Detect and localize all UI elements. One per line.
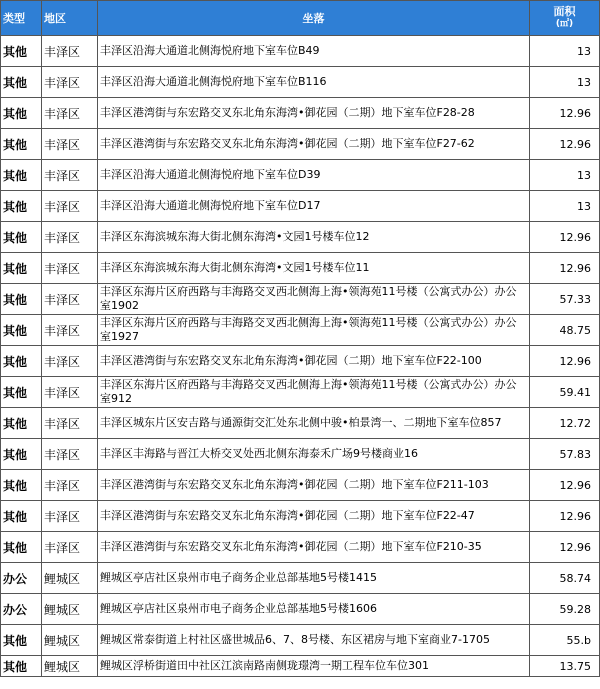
table-body bbox=[1, 36, 600, 677]
cell-district: 丰泽区 bbox=[42, 408, 98, 439]
cell-district: 丰泽区 bbox=[42, 377, 98, 408]
cell-district: 丰泽区 bbox=[42, 222, 98, 253]
cell-type: 办公 bbox=[1, 563, 42, 594]
cell-area: 12.96 bbox=[530, 470, 600, 501]
cell-area: 13 bbox=[530, 67, 600, 98]
cell-location: 丰泽区港湾街与东宏路交叉东北角东海湾•御花园（二期）地下室车位F211-103 bbox=[98, 470, 530, 501]
column-header-location: 坐落 bbox=[98, 1, 530, 36]
cell-type: 其他 bbox=[1, 160, 42, 191]
cell-type: 其他 bbox=[1, 377, 42, 408]
table-row bbox=[1, 67, 600, 98]
cell-type: 其他 bbox=[1, 439, 42, 470]
cell-district: 鲤城区 bbox=[42, 656, 98, 677]
cell-district: 丰泽区 bbox=[42, 129, 98, 160]
cell-location: 丰泽区港湾街与东宏路交叉东北角东海湾•御花园（二期）地下室车位F22-47 bbox=[98, 501, 530, 532]
table-row bbox=[1, 129, 600, 160]
cell-location: 丰泽区港湾街与东宏路交叉东北角东海湾•御花园（二期）地下室车位F28-28 bbox=[98, 98, 530, 129]
table-row bbox=[1, 160, 600, 191]
cell-location: 鲤城区浮桥街道田中社区江滨南路南侧珑璟湾一期工程车位车位301 bbox=[98, 656, 530, 677]
cell-type: 其他 bbox=[1, 36, 42, 67]
cell-area: 13.75 bbox=[530, 656, 600, 677]
table-row bbox=[1, 408, 600, 439]
table-row bbox=[1, 377, 600, 408]
table-row bbox=[1, 98, 600, 129]
cell-area: 13 bbox=[530, 36, 600, 67]
cell-area: 12.96 bbox=[530, 129, 600, 160]
cell-district: 丰泽区 bbox=[42, 98, 98, 129]
table-row bbox=[1, 284, 600, 315]
cell-location: 丰泽区东海片区府西路与丰海路交叉西北侧海上海•领海苑11号楼（公寓式办公）办公室912 bbox=[98, 377, 530, 408]
table-row bbox=[1, 625, 600, 656]
cell-location: 丰泽区东海片区府西路与丰海路交叉西北侧海上海•领海苑11号楼（公寓式办公）办公室1927 bbox=[98, 315, 530, 346]
cell-location: 丰泽区港湾街与东宏路交叉东北角东海湾•御花园（二期）地下室车位F27-62 bbox=[98, 129, 530, 160]
cell-type: 其他 bbox=[1, 408, 42, 439]
table-row bbox=[1, 470, 600, 501]
cell-location: 鲤城区亭店社区泉州市电子商务企业总部基地5号楼1606 bbox=[98, 594, 530, 625]
cell-area: 59.28 bbox=[530, 594, 600, 625]
cell-district: 丰泽区 bbox=[42, 346, 98, 377]
cell-district: 丰泽区 bbox=[42, 501, 98, 532]
cell-area: 58.74 bbox=[530, 563, 600, 594]
cell-type: 其他 bbox=[1, 67, 42, 98]
cell-location: 鲤城区常泰街道上村社区盛世城品6、7、8号楼、东区裙房与地下室商业7-1705 bbox=[98, 625, 530, 656]
table-row bbox=[1, 191, 600, 222]
cell-location: 鲤城区亭店社区泉州市电子商务企业总部基地5号楼1415 bbox=[98, 563, 530, 594]
cell-district: 丰泽区 bbox=[42, 284, 98, 315]
cell-area: 12.96 bbox=[530, 98, 600, 129]
cell-area: 55.b bbox=[530, 625, 600, 656]
table-row bbox=[1, 594, 600, 625]
table-row bbox=[1, 656, 600, 677]
cell-location: 丰泽区东海滨城东海大街北侧东海湾•文园1号楼车位12 bbox=[98, 222, 530, 253]
table-row bbox=[1, 532, 600, 563]
column-header-area-unit: (㎡) bbox=[555, 19, 574, 29]
cell-district: 丰泽区 bbox=[42, 253, 98, 284]
table-row bbox=[1, 36, 600, 67]
column-header-area bbox=[530, 1, 600, 36]
cell-location: 丰泽区沿海大通道北侧海悦府地下室车位D17 bbox=[98, 191, 530, 222]
cell-area: 59.41 bbox=[530, 377, 600, 408]
cell-type: 其他 bbox=[1, 346, 42, 377]
cell-type: 办公 bbox=[1, 594, 42, 625]
cell-location: 丰泽区东海片区府西路与丰海路交叉西北侧海上海•领海苑11号楼（公寓式办公）办公室1902 bbox=[98, 284, 530, 315]
cell-location: 丰泽区东海滨城东海大街北侧东海湾•文园1号楼车位11 bbox=[98, 253, 530, 284]
cell-district: 丰泽区 bbox=[42, 470, 98, 501]
table-row bbox=[1, 439, 600, 470]
cell-district: 丰泽区 bbox=[42, 67, 98, 98]
cell-area: 12.96 bbox=[530, 501, 600, 532]
cell-district: 丰泽区 bbox=[42, 36, 98, 67]
table-row bbox=[1, 315, 600, 346]
cell-type: 其他 bbox=[1, 284, 42, 315]
cell-type: 其他 bbox=[1, 253, 42, 284]
cell-area: 12.96 bbox=[530, 253, 600, 284]
column-header-area-label: 面积 bbox=[553, 5, 576, 18]
cell-area: 12.96 bbox=[530, 532, 600, 563]
cell-area: 12.96 bbox=[530, 222, 600, 253]
cell-type: 其他 bbox=[1, 470, 42, 501]
table-row bbox=[1, 253, 600, 284]
cell-type: 其他 bbox=[1, 532, 42, 563]
cell-location: 丰泽区港湾街与东宏路交叉东北角东海湾•御花园（二期）地下室车位F22-100 bbox=[98, 346, 530, 377]
cell-area: 57.83 bbox=[530, 439, 600, 470]
cell-location: 丰泽区港湾街与东宏路交叉东北角东海湾•御花园（二期）地下室车位F210-35 bbox=[98, 532, 530, 563]
cell-area: 13 bbox=[530, 191, 600, 222]
cell-type: 其他 bbox=[1, 98, 42, 129]
cell-location: 丰泽区丰海路与晋江大桥交叉处西北侧东海泰禾广场9号楼商业16 bbox=[98, 439, 530, 470]
cell-district: 丰泽区 bbox=[42, 315, 98, 346]
cell-district: 鲤城区 bbox=[42, 563, 98, 594]
cell-type: 其他 bbox=[1, 191, 42, 222]
cell-district: 丰泽区 bbox=[42, 160, 98, 191]
cell-type: 其他 bbox=[1, 315, 42, 346]
cell-type: 其他 bbox=[1, 625, 42, 656]
cell-district: 鲤城区 bbox=[42, 625, 98, 656]
cell-area: 13 bbox=[530, 160, 600, 191]
table-header-row bbox=[1, 1, 600, 36]
table-row bbox=[1, 346, 600, 377]
cell-type: 其他 bbox=[1, 656, 42, 677]
cell-type: 其他 bbox=[1, 501, 42, 532]
cell-location: 丰泽区沿海大通道北侧海悦府地下室车位B116 bbox=[98, 67, 530, 98]
cell-location: 丰泽区城东片区安吉路与通源街交汇处东北侧中骏•柏景湾一、二期地下室车位857 bbox=[98, 408, 530, 439]
cell-area: 12.72 bbox=[530, 408, 600, 439]
cell-location: 丰泽区沿海大通道北侧海悦府地下室车位D39 bbox=[98, 160, 530, 191]
cell-location: 丰泽区沿海大通道北侧海悦府地下室车位B49 bbox=[98, 36, 530, 67]
cell-area: 48.75 bbox=[530, 315, 600, 346]
cell-type: 其他 bbox=[1, 222, 42, 253]
cell-district: 鲤城区 bbox=[42, 594, 98, 625]
table-row bbox=[1, 222, 600, 253]
column-header-district: 地区 bbox=[42, 1, 98, 36]
table-row bbox=[1, 501, 600, 532]
column-header-type: 类型 bbox=[1, 1, 42, 36]
cell-district: 丰泽区 bbox=[42, 532, 98, 563]
cell-area: 57.33 bbox=[530, 284, 600, 315]
cell-type: 其他 bbox=[1, 129, 42, 160]
cell-district: 丰泽区 bbox=[42, 191, 98, 222]
cell-area: 12.96 bbox=[530, 346, 600, 377]
table-row bbox=[1, 563, 600, 594]
cell-district: 丰泽区 bbox=[42, 439, 98, 470]
